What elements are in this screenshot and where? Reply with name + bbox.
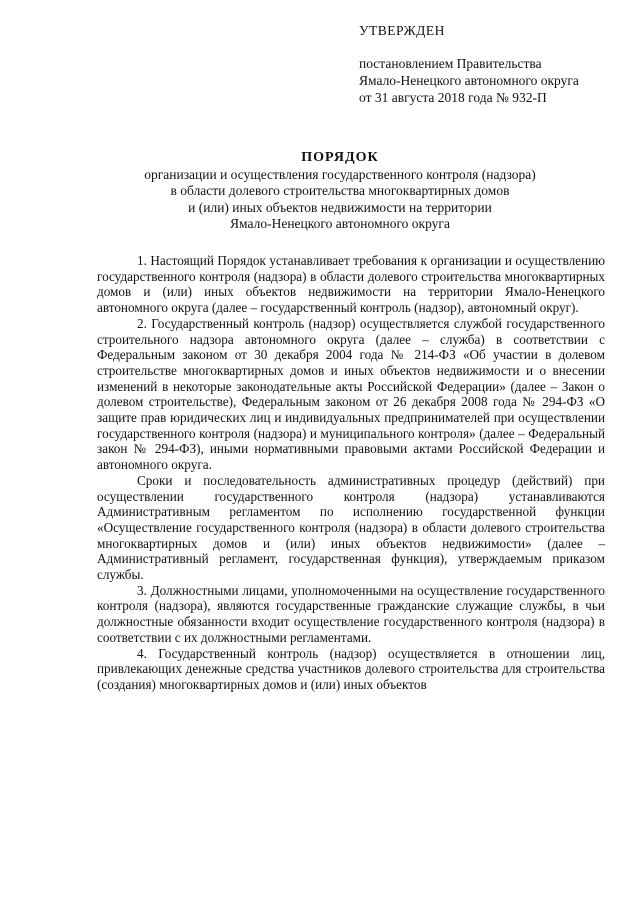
- title-line: организации и осуществления государственного контроля (надзора): [144, 166, 536, 182]
- approval-line: постановлением Правительства: [359, 56, 542, 71]
- paragraph-2: 2. Государственный контроль (надзор) осуществляется службой государственного строительного надзора автономного округа (далее – служба) в соответствии с Федеральным законом от 30 декабря 2004 года № 214-ФЗ «Об участии в долевом строительстве многоквартирных домов и иных объектов недвижимости и о внесении изменений в некоторые законодательные акты Российской Федерации» (далее – Закон о долевом строительстве), Федеральным законом от 26 декабря 2008 года № 294-ФЗ «О защите прав юридических лиц и индивидуальных предпринимателей при осуществлении государственного контроля (надзора) и муниципального контроля» (далее – Федеральный закон № 294-ФЗ), иными нормативными правовыми актами Российской Федерации и автономного округа.: [97, 315, 605, 473]
- approval-line: от 31 августа 2018 года № 932-П: [359, 90, 547, 105]
- paragraph-2-continued: Сроки и последовательность административных процедур (действий) при осуществлении государственного контроля (надзора) устанавливаются Административным регламентом по исполнению государственной функции «Осуществление государственного контроля (надзора) в области долевого строительства многоквартирных домов и (или) иных объектов недвижимости» (далее – Административный регламент, государственная функция), утверждаемым приказом службы.: [97, 472, 605, 583]
- title-line: и (или) иных объектов недвижимости на территории: [188, 199, 492, 215]
- title-main: ПОРЯДОК: [301, 150, 379, 165]
- paragraph-3: 3. Должностными лицами, уполномоченными на осуществление государственного контроля (надзора), являются государственные гражданские служащие службы, в чьи должностные обязанности входит осуществление государственного контроля (надзора) в соответствии с их должностными регламентами.: [97, 582, 605, 645]
- approval-line: Ямало-Ненецкого автономного округа: [359, 73, 579, 88]
- approval-heading: УТВЕРЖДЕН: [359, 23, 445, 38]
- paragraph-1: 1. Настоящий Порядок устанавливает требования к организации и осуществлению государственного контроля (надзора) в области долевого строительства многоквартирных домов и (или) иных объектов недвижимости на территории Ямало-Ненецкого автономного округа (далее – государственный контроль (надзор), автономный округ).: [97, 253, 605, 316]
- document-title: [90, 150, 590, 233]
- paragraph-4: 4. Государственный контроль (надзор) осуществляется в отношении лиц, привлекающих денежные средства участников долевого строительства для строительства (создания) многоквартирных домов и (или) иных объектов: [97, 645, 605, 692]
- approval-block: [359, 22, 629, 106]
- title-line: в области долевого строительства многоквартирных домов: [170, 183, 510, 198]
- title-line: Ямало-Ненецкого автономного округа: [230, 216, 450, 231]
- document-body: [97, 253, 605, 693]
